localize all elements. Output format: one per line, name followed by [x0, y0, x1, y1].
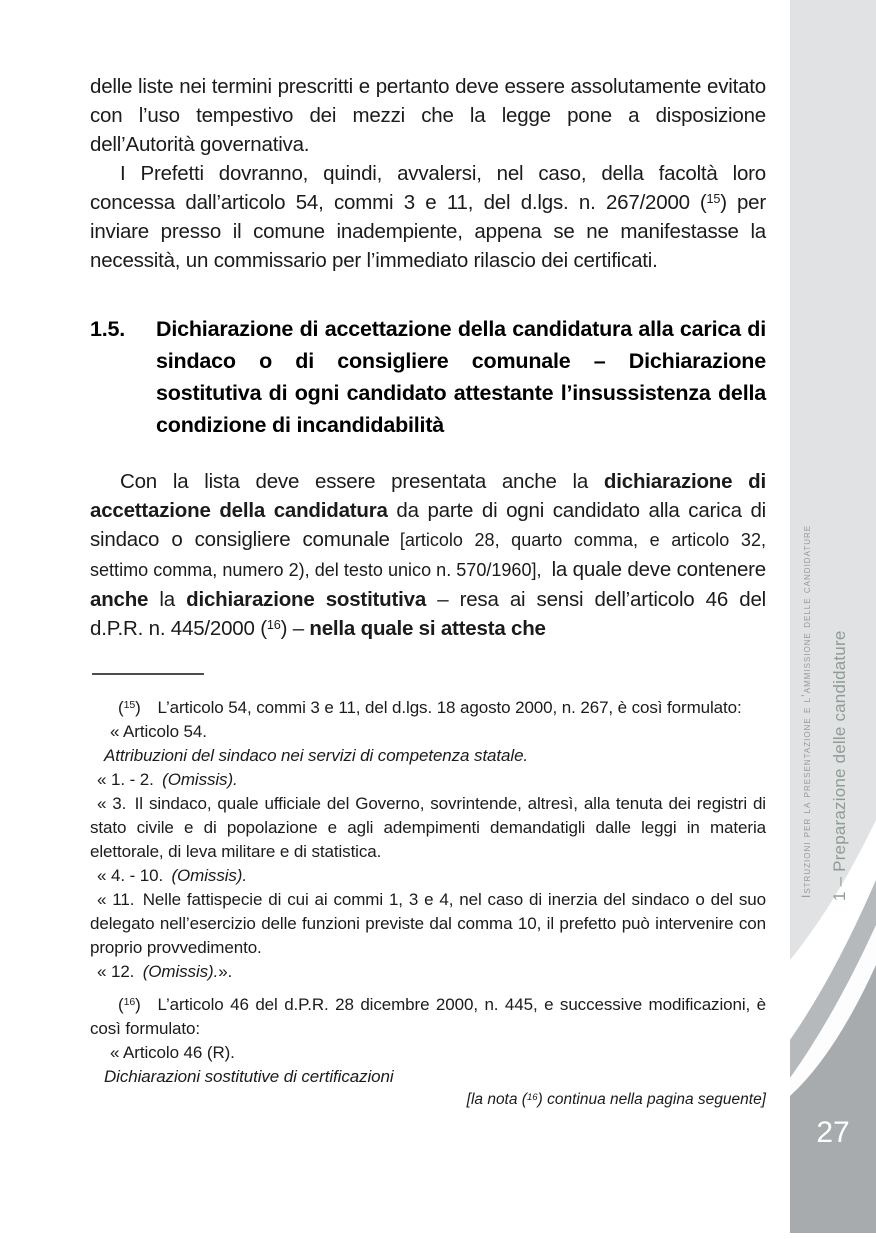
paragraph-prefetti: I Prefetti dovranno, quindi, avvalersi, nel caso, della facoltà loro concessa dall’articolo 54, commi 3 e 11, del d.lgs. n. 267/2000 ($^{15}$) per inviare presso il comune inadempiente, appena se ne manifestasse la necessità, un commissario per l’immediato rilascio dei certificati. [90, 162, 766, 272]
footnote-15 [90, 696, 766, 984]
footnote-15-line: « 4. - 10. (Omissis). [97, 866, 247, 885]
section-heading [90, 313, 766, 441]
footnote-16-line: Dichiarazioni sostitutive di certificazioni [104, 1067, 394, 1086]
footnote-15-line: « 1. - 2. (Omissis). [97, 770, 238, 789]
footnote-15-line: ($^{15}$) L’articolo 54, commi 3 e 11, del d.lgs. 18 agosto 2000, n. 267, è così formulato: [118, 698, 742, 717]
sidebar-kicker-vertical-text: Istruzioni per la presentazione e l’ammissione delle candidature [799, 524, 813, 898]
footnote-16-line: « Articolo 46 (R). [110, 1043, 235, 1062]
page-content [90, 0, 766, 1109]
body-paragraph: Con la lista deve essere presentata anche la dichiarazione di accettazione della candidatura da parte di ogni candidato alla carica di sindaco o consigliere comunale [articolo 28, quarto comma, e articolo 32, settimo comma, numero 2), del testo unico n. 570/1960], la quale deve contenere anche la dichiarazione sostitutiva – resa ai sensi dell’articolo 46 del d.P.R. n. 445/2000 ($^{16}$) – nella quale si attesta che [90, 470, 766, 640]
footnote-15-line: « 3. Il sindaco, quale ufficiale del Governo, sovrintende, altresì, alla tenuta dei registri di stato civile e di popolazione e agli adempimenti demandatigli dalle leggi in materia elettorale, di leva militare e di statistica. [90, 794, 766, 861]
footnotes [90, 696, 766, 1109]
footnote-15-line: Attribuzioni del sindaco nei servizi di competenza statale. [104, 746, 529, 765]
heading-text: Dichiarazione di accettazione della candidatura alla carica di sindaco o di consigliere comunale – Dichiarazione sostitutiva di ogni candidato attestante l’insussistenza della condizione di incandidabilità [156, 317, 766, 437]
footnote-15-line: « 11. Nelle fattispecie di cui ai commi 1, 3 e 4, nel caso di inerzia del sindaco o del suo delegato nell’esercizio delle funzioni previste dal comma 10, il prefetto può intervenire con proprio provvedimento. [90, 890, 766, 957]
footnote-16-line: ($^{16}$) L’articolo 46 del d.P.R. 28 dicembre 2000, n. 445, e successive modificazioni, è così formulato: [90, 995, 766, 1038]
sidebar-section-vertical-text: 1 – Preparazione delle candidature [830, 630, 849, 901]
footnote-15-line: « Articolo 54. [110, 722, 207, 741]
continuation-note: [la nota ($^{16}$) continua nella pagina seguente] [466, 1091, 766, 1108]
footnote-15-line: « 12. (Omissis).». [97, 962, 233, 981]
paragraph-continuation: delle liste nei termini prescritti e pertanto deve essere assolutamente evitato con l’uso tempestivo dei mezzi che la legge pone a disposizione dell’Autorità governativa. [90, 75, 766, 156]
footnote-separator [92, 673, 204, 675]
page-number: 27 [816, 1116, 850, 1149]
sidebar [790, 0, 876, 1239]
intro-paragraphs [90, 72, 766, 275]
footnote-16 [90, 993, 766, 1089]
heading-number: 1.5. [90, 317, 126, 341]
